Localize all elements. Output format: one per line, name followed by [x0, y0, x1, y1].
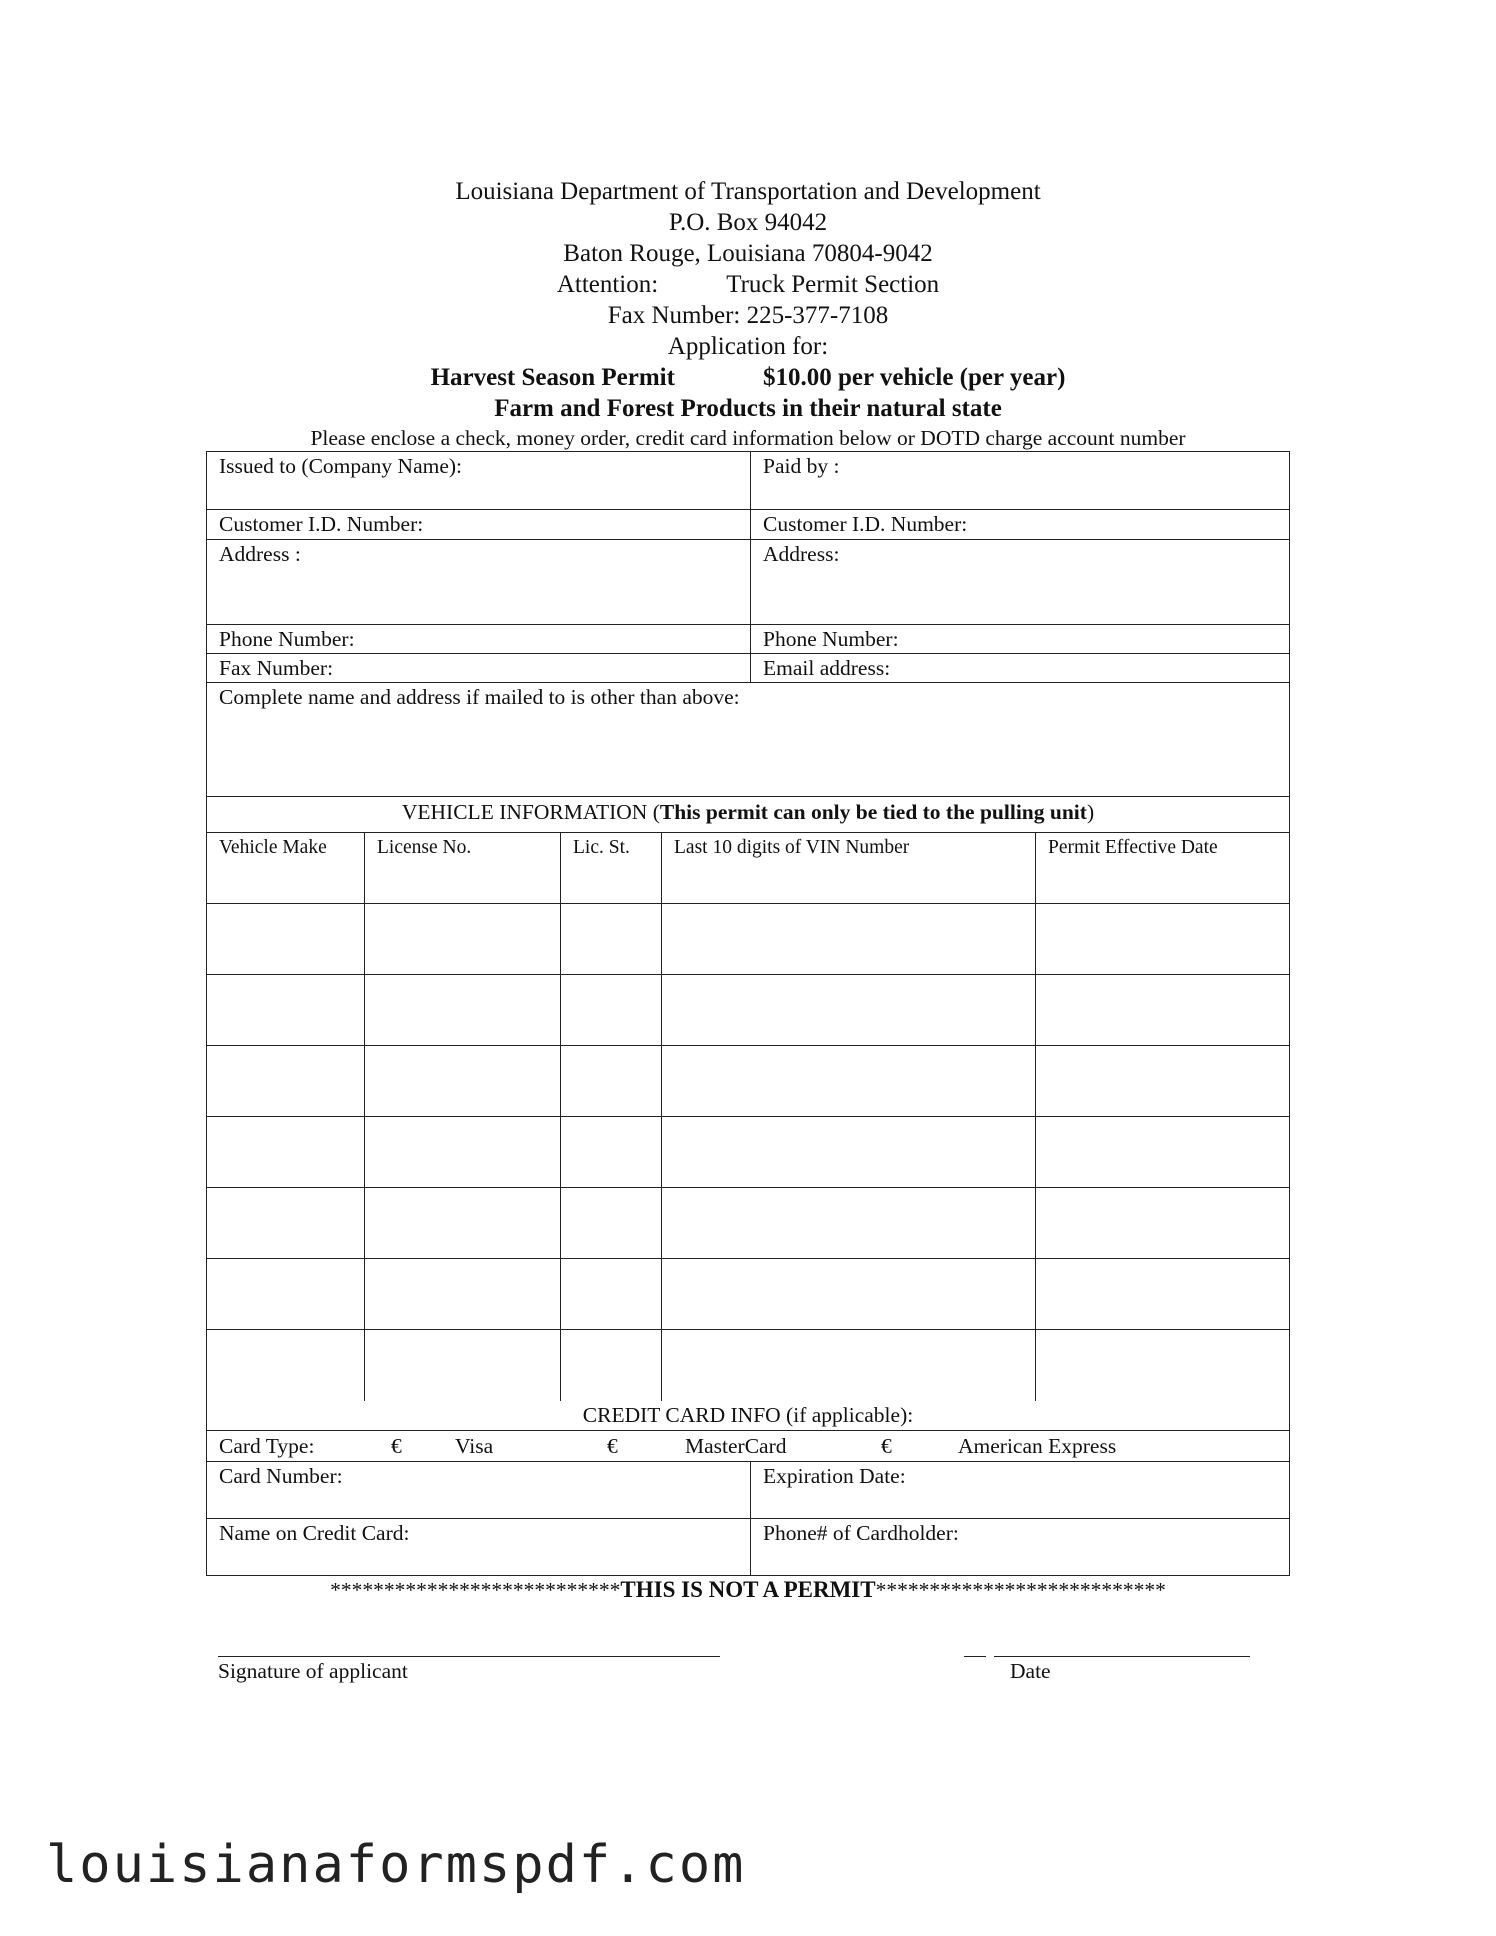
vehicle-make-cell[interactable]	[207, 1117, 365, 1187]
card-type-row	[207, 1431, 1289, 1462]
license-no-cell[interactable]	[365, 904, 561, 974]
fax-email-row	[207, 654, 1289, 683]
license-no-cell[interactable]	[365, 1046, 561, 1116]
address-label: Address :	[219, 542, 301, 566]
po-box: P.O. Box 94042	[668, 209, 828, 236]
card-number-label: Card Number:	[219, 1464, 343, 1488]
permit-price: $10.00 per vehicle (per year)	[762, 364, 1066, 391]
vehicle-row	[207, 1259, 1289, 1330]
email-label: Email address:	[763, 656, 891, 680]
vehicle-make-cell[interactable]	[207, 1046, 365, 1116]
vehicle-row	[207, 1188, 1289, 1259]
lic-st-cell[interactable]	[561, 1117, 662, 1187]
vin-cell[interactable]	[662, 1046, 1036, 1116]
col-vin: Last 10 digits of VIN Number	[662, 833, 1036, 903]
form-header	[0, 176, 1496, 451]
issued-fax-field[interactable]	[207, 654, 751, 682]
permit-name: Harvest Season Permit	[430, 364, 675, 391]
mastercard-checkbox[interactable]: €	[607, 1434, 618, 1458]
fax-number: Fax Number: 225-377-7108	[607, 302, 889, 329]
notice-stars-right: ***************************	[875, 1578, 1166, 1602]
card-type-label: Card Type:	[219, 1434, 315, 1458]
lic-st-cell[interactable]	[561, 1046, 662, 1116]
amex-label: American Express	[958, 1434, 1117, 1458]
license-no-cell[interactable]	[365, 975, 561, 1045]
customer-id-label: Customer I.D. Number:	[219, 512, 424, 536]
issued-to-label: Issued to (Company Name):	[219, 454, 463, 478]
attention-line	[0, 269, 1496, 300]
company-row	[207, 452, 1289, 510]
vehicle-header-row	[207, 833, 1289, 904]
vehicle-heading	[207, 797, 1289, 832]
attention-label: Attention:	[556, 271, 659, 298]
phone-label: Phone Number:	[219, 627, 355, 651]
vin-cell[interactable]	[662, 1188, 1036, 1258]
customer-id-row	[207, 510, 1289, 540]
issued-to-field[interactable]	[207, 452, 751, 509]
visa-label: Visa	[455, 1434, 494, 1458]
vehicle-make-cell[interactable]	[207, 975, 365, 1045]
lic-st-cell[interactable]	[561, 975, 662, 1045]
vehicle-heading-prefix: VEHICLE INFORMATION (	[401, 800, 660, 824]
vehicle-make-cell[interactable]	[207, 904, 365, 974]
paid-by-field[interactable]	[751, 452, 1289, 509]
expiration-field[interactable]	[751, 1462, 1289, 1518]
lic-st-cell[interactable]	[561, 1188, 662, 1258]
issued-customer-id-field[interactable]	[207, 510, 751, 539]
col-lic-st: Lic. St.	[561, 833, 662, 903]
expiration-label: Expiration Date:	[763, 1464, 906, 1488]
paid-by-label: Paid by :	[763, 454, 840, 478]
vin-cell[interactable]	[662, 1259, 1036, 1329]
lic-st-cell[interactable]	[561, 1259, 662, 1329]
application-for: Application for:	[667, 333, 829, 360]
vehicle-row	[207, 1046, 1289, 1117]
vehicle-row	[207, 1117, 1289, 1188]
vin-cell[interactable]	[662, 904, 1036, 974]
lic-st-cell[interactable]	[561, 1330, 662, 1401]
effective-date-cell[interactable]	[1036, 1188, 1289, 1258]
effective-date-cell[interactable]	[1036, 1259, 1289, 1329]
vehicle-rows	[207, 904, 1289, 1401]
not-a-permit-notice	[0, 1577, 1496, 1603]
paid-customer-id-field[interactable]	[751, 510, 1289, 539]
cardholder-phone-label: Phone# of Cardholder:	[763, 1521, 959, 1545]
col-effective-date: Permit Effective Date	[1048, 837, 1218, 858]
application-form	[206, 451, 1290, 1576]
date-line-short	[964, 1656, 986, 1657]
permit-title-line	[0, 362, 1496, 393]
signature-line[interactable]	[218, 1656, 720, 1657]
license-no-cell[interactable]	[365, 1330, 561, 1401]
vehicle-heading-bold: This permit can only be tied to the pulling unit	[659, 800, 1087, 824]
address-label: Address:	[763, 542, 840, 566]
city-state-zip: Baton Rouge, Louisiana 70804-9042	[563, 240, 933, 267]
effective-date-cell[interactable]	[1036, 1330, 1289, 1401]
lic-st-cell[interactable]	[561, 904, 662, 974]
card-name-field[interactable]	[207, 1519, 751, 1575]
license-no-cell[interactable]	[365, 1117, 561, 1187]
effective-date-cell[interactable]	[1036, 904, 1289, 974]
permit-subtitle: Farm and Forest Products in their natural state	[494, 395, 1002, 422]
vehicle-make-cell[interactable]	[207, 1330, 365, 1401]
date-label: Date	[1010, 1659, 1051, 1683]
vehicle-row	[207, 904, 1289, 975]
credit-card-heading: CREDIT CARD INFO (if applicable):	[582, 1403, 914, 1427]
attention-value: Truck Permit Section	[726, 271, 940, 298]
issued-phone-field[interactable]	[207, 625, 751, 653]
card-number-row	[207, 1462, 1289, 1519]
phone-label: Phone Number:	[763, 627, 899, 651]
paid-address-field[interactable]	[751, 540, 1289, 624]
phone-row	[207, 625, 1289, 654]
visa-checkbox[interactable]: €	[391, 1434, 402, 1458]
vehicle-make-cell[interactable]	[207, 1259, 365, 1329]
effective-date-cell[interactable]	[1036, 1117, 1289, 1187]
vehicle-heading-row	[207, 797, 1289, 833]
vehicle-make-cell[interactable]	[207, 1188, 365, 1258]
amex-checkbox[interactable]: €	[881, 1434, 892, 1458]
card-number-field[interactable]	[207, 1462, 751, 1518]
card-name-row	[207, 1519, 1289, 1575]
mailing-row	[207, 683, 1289, 797]
effective-date-cell[interactable]	[1036, 1046, 1289, 1116]
fax-label: Fax Number:	[219, 656, 334, 680]
notice-text: THIS IS NOT A PERMIT	[620, 1577, 876, 1602]
license-no-cell[interactable]	[365, 1259, 561, 1329]
vin-cell[interactable]	[662, 975, 1036, 1045]
date-line[interactable]	[994, 1656, 1250, 1657]
effective-date-cell[interactable]	[1036, 975, 1289, 1045]
vehicle-row	[207, 1330, 1289, 1401]
license-no-cell[interactable]	[365, 1188, 561, 1258]
signature-label: Signature of applicant	[218, 1659, 408, 1683]
paid-phone-field[interactable]	[751, 625, 1289, 653]
issued-address-field[interactable]	[207, 540, 751, 624]
address-row	[207, 540, 1289, 625]
payment-note: Please enclose a check, money order, credit card information below or DOTD charge account number	[310, 426, 1186, 450]
vin-cell[interactable]	[662, 1330, 1036, 1401]
mastercard-label: MasterCard	[685, 1434, 787, 1458]
agency-name: Louisiana Department of Transportation and Development	[455, 178, 1041, 205]
col-license-no: License No.	[365, 833, 561, 903]
vehicle-heading-suffix: )	[1086, 800, 1095, 824]
customer-id-label: Customer I.D. Number:	[763, 512, 968, 536]
site-watermark: louisianaformspdf.com	[46, 1835, 746, 1895]
mailing-address-field[interactable]	[207, 683, 1289, 796]
vehicle-row	[207, 975, 1289, 1046]
credit-card-heading-row	[207, 1401, 1289, 1431]
col-vehicle-make: Vehicle Make	[207, 833, 365, 903]
notice-stars-left: ***************************	[330, 1578, 621, 1602]
cardholder-phone-field[interactable]	[751, 1519, 1289, 1575]
card-type	[207, 1431, 1289, 1461]
paid-email-field[interactable]	[751, 654, 1289, 682]
vin-cell[interactable]	[662, 1117, 1036, 1187]
card-name-label: Name on Credit Card:	[219, 1521, 410, 1545]
mailing-label: Complete name and address if mailed to is other than above:	[219, 685, 740, 709]
